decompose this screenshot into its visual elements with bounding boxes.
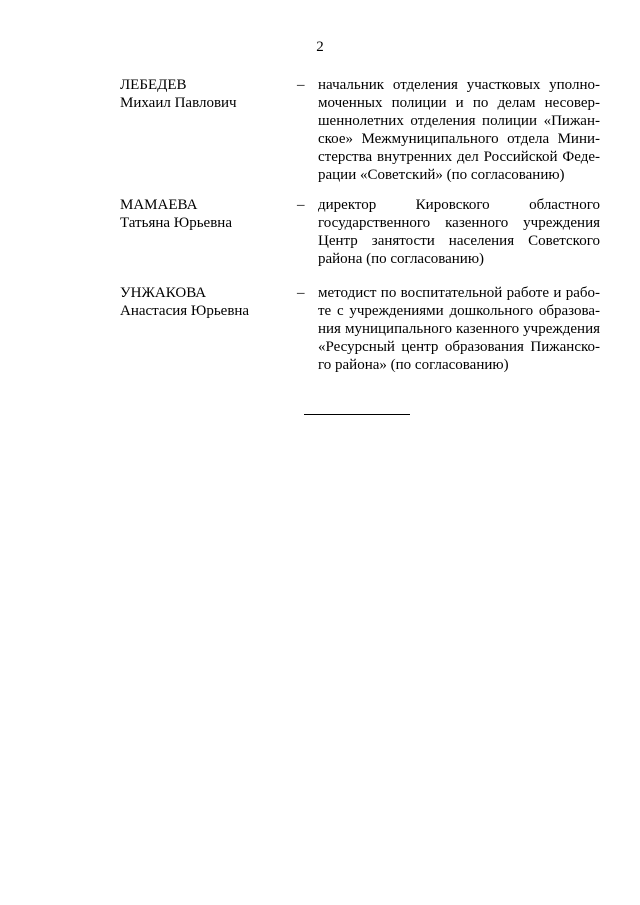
member-name xyxy=(120,196,290,232)
page-number: 2 xyxy=(316,39,324,55)
position-line: шеннолетних отделения полиции «Пижан- xyxy=(318,113,600,129)
dash-separator: – xyxy=(297,197,305,213)
member-name xyxy=(120,76,290,112)
member-given-names: Татьяна Юрьевна xyxy=(120,215,232,231)
position-line: моченных полиции и по делам несовер- xyxy=(318,95,600,111)
position-line: стерства внутренних дел Российской Феде- xyxy=(318,149,600,165)
position-line: го района» (по согласованию) xyxy=(318,357,509,373)
position-line: района (по согласованию) xyxy=(318,251,485,267)
member-surname: ЛЕБЕДЕВ xyxy=(120,77,187,93)
position-line: Центр занятости населения Советского xyxy=(318,233,600,249)
member-given-names: Анастасия Юрьевна xyxy=(120,303,250,319)
member-given-names: Михаил Павлович xyxy=(120,95,237,111)
dash-separator: – xyxy=(297,77,305,93)
position-line: начальник отделения участковых уполно- xyxy=(318,77,600,93)
position-line: «Ресурсный центр образования Пижанско- xyxy=(318,339,600,355)
position-line: ния муниципального казенного учреждения xyxy=(318,321,600,337)
position-line: директор Кировского областного xyxy=(318,197,600,213)
member-position xyxy=(318,76,600,184)
member-surname: МАМАЕВА xyxy=(120,197,198,213)
position-line: ское» Межмуниципального отдела Мини- xyxy=(318,131,600,147)
position-line: рации «Советский» (по согласованию) xyxy=(318,167,565,183)
closing-rule xyxy=(304,414,410,415)
position-line: те с учреждениями дошкольного образова- xyxy=(318,303,600,319)
member-name xyxy=(120,284,290,320)
member-position xyxy=(318,284,600,374)
member-position xyxy=(318,196,600,268)
dash-separator: – xyxy=(297,285,305,301)
position-line: методист по воспитательной работе и рабо- xyxy=(318,285,600,301)
position-line: государственного казенного учреждения xyxy=(318,215,600,231)
member-surname: УНЖАКОВА xyxy=(120,285,207,301)
